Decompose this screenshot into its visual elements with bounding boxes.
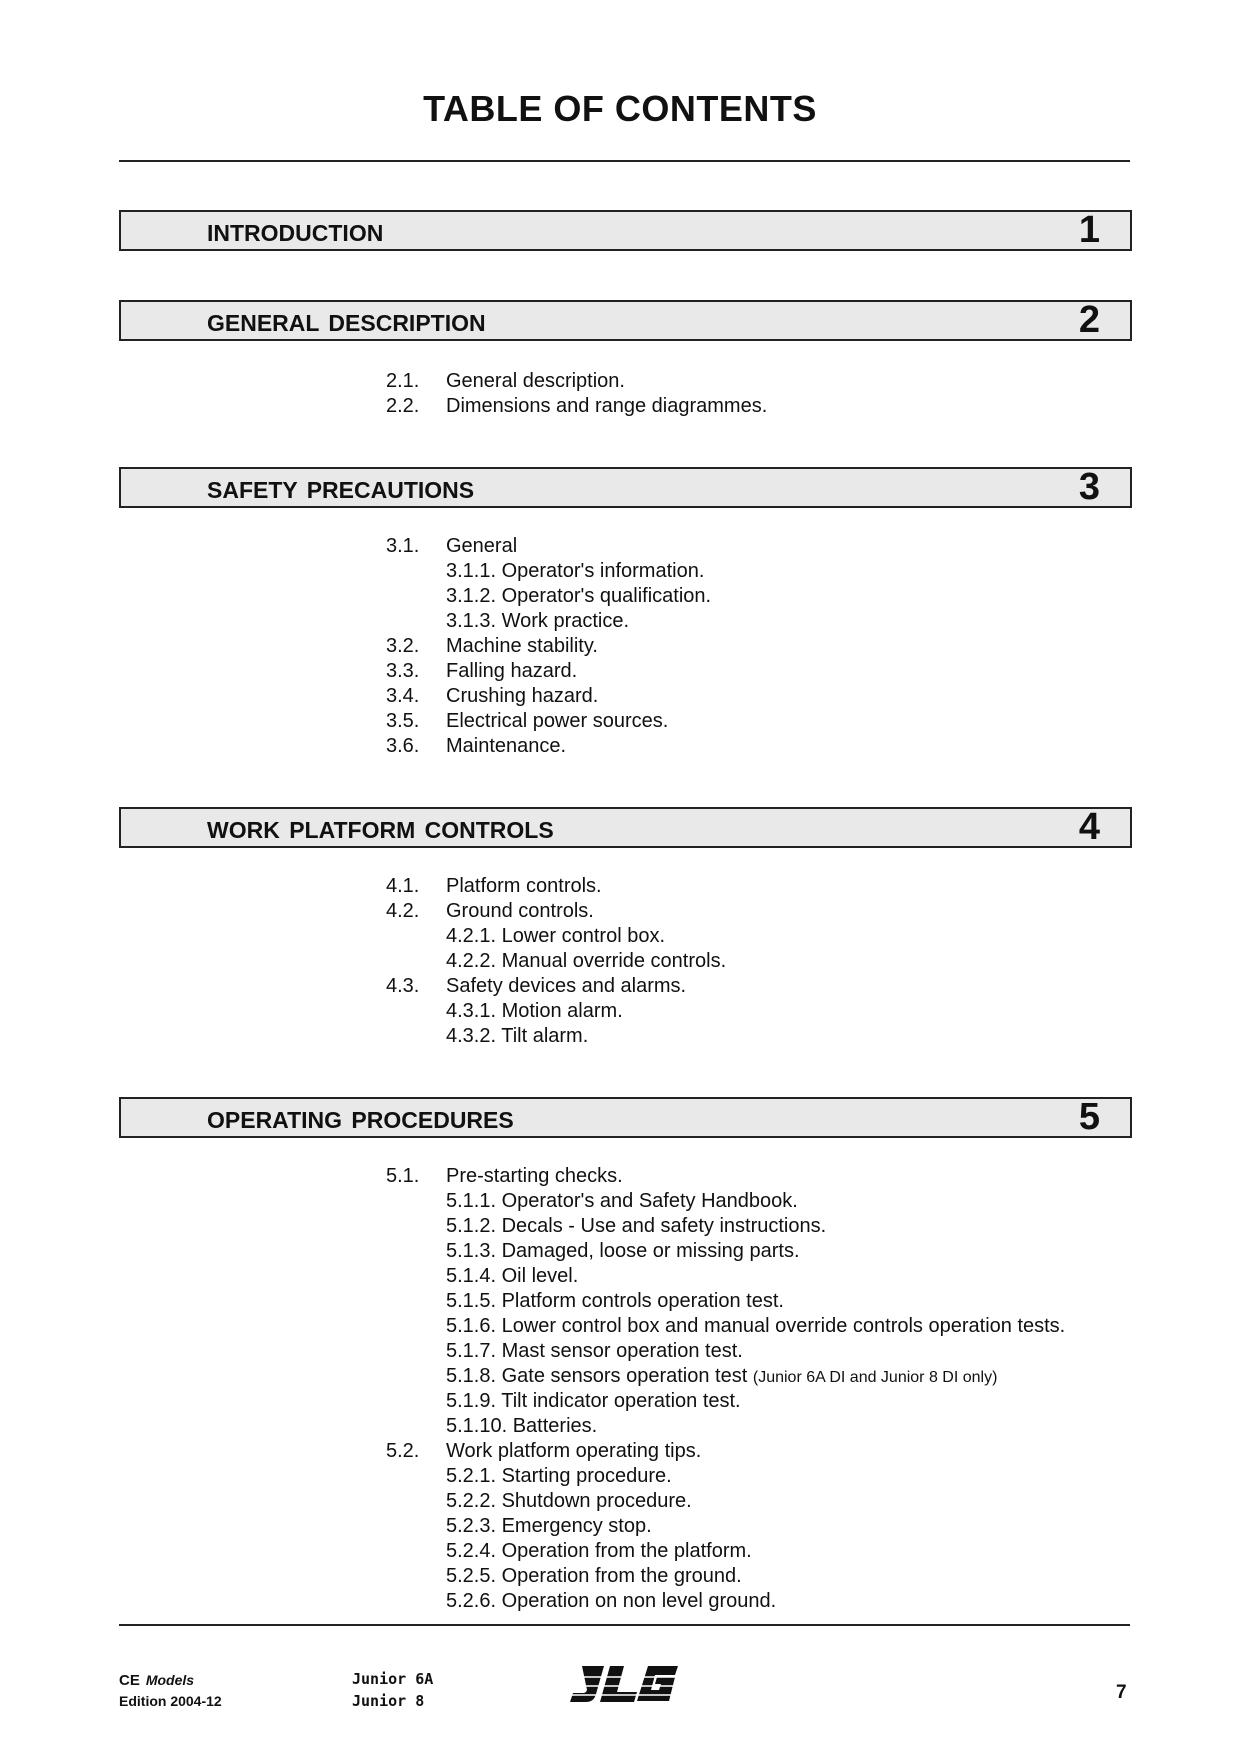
section-label: GENERAL DESCRIPTION — [207, 310, 486, 336]
ce-mark-icon: CE — [119, 1672, 140, 1689]
section-number: 4 — [1078, 806, 1100, 848]
section-general-description — [119, 300, 1132, 341]
section-operating-procedures — [119, 1097, 1132, 1138]
footer-model: Junior 6A — [352, 1670, 434, 1688]
section-work-platform-controls — [119, 807, 1132, 848]
footer-models-list — [352, 1668, 433, 1712]
footer-model: Junior 8 — [352, 1692, 425, 1710]
footer-edition: Edition 2004-12 — [119, 1693, 222, 1709]
section-number: 2 — [1078, 299, 1100, 341]
footer-left — [119, 1670, 222, 1711]
entry-note: (Junior 6A DI and Junior 8 DI only) — [752, 1369, 998, 1386]
section-label: OPERATING PROCEDURES — [207, 1107, 514, 1133]
section-number: 3 — [1078, 466, 1100, 508]
section-label: SAFETY PRECAUTIONS — [207, 477, 475, 503]
section-safety-precautions — [119, 467, 1132, 508]
section-label: WORK PLATFORM CONTROLS — [207, 817, 554, 843]
section-number: 1 — [1078, 209, 1100, 251]
section-introduction — [119, 210, 1132, 251]
footer-models: Models — [145, 1672, 195, 1688]
footer-rule — [119, 1624, 1130, 1626]
section-label: INTRODUCTION — [207, 220, 384, 246]
header-rule — [119, 160, 1130, 162]
section-number: 5 — [1078, 1096, 1100, 1138]
jlg-logo-icon — [568, 1662, 680, 1708]
page-number: 7 — [1116, 1682, 1127, 1703]
page-title: TABLE OF CONTENTS — [423, 88, 817, 129]
